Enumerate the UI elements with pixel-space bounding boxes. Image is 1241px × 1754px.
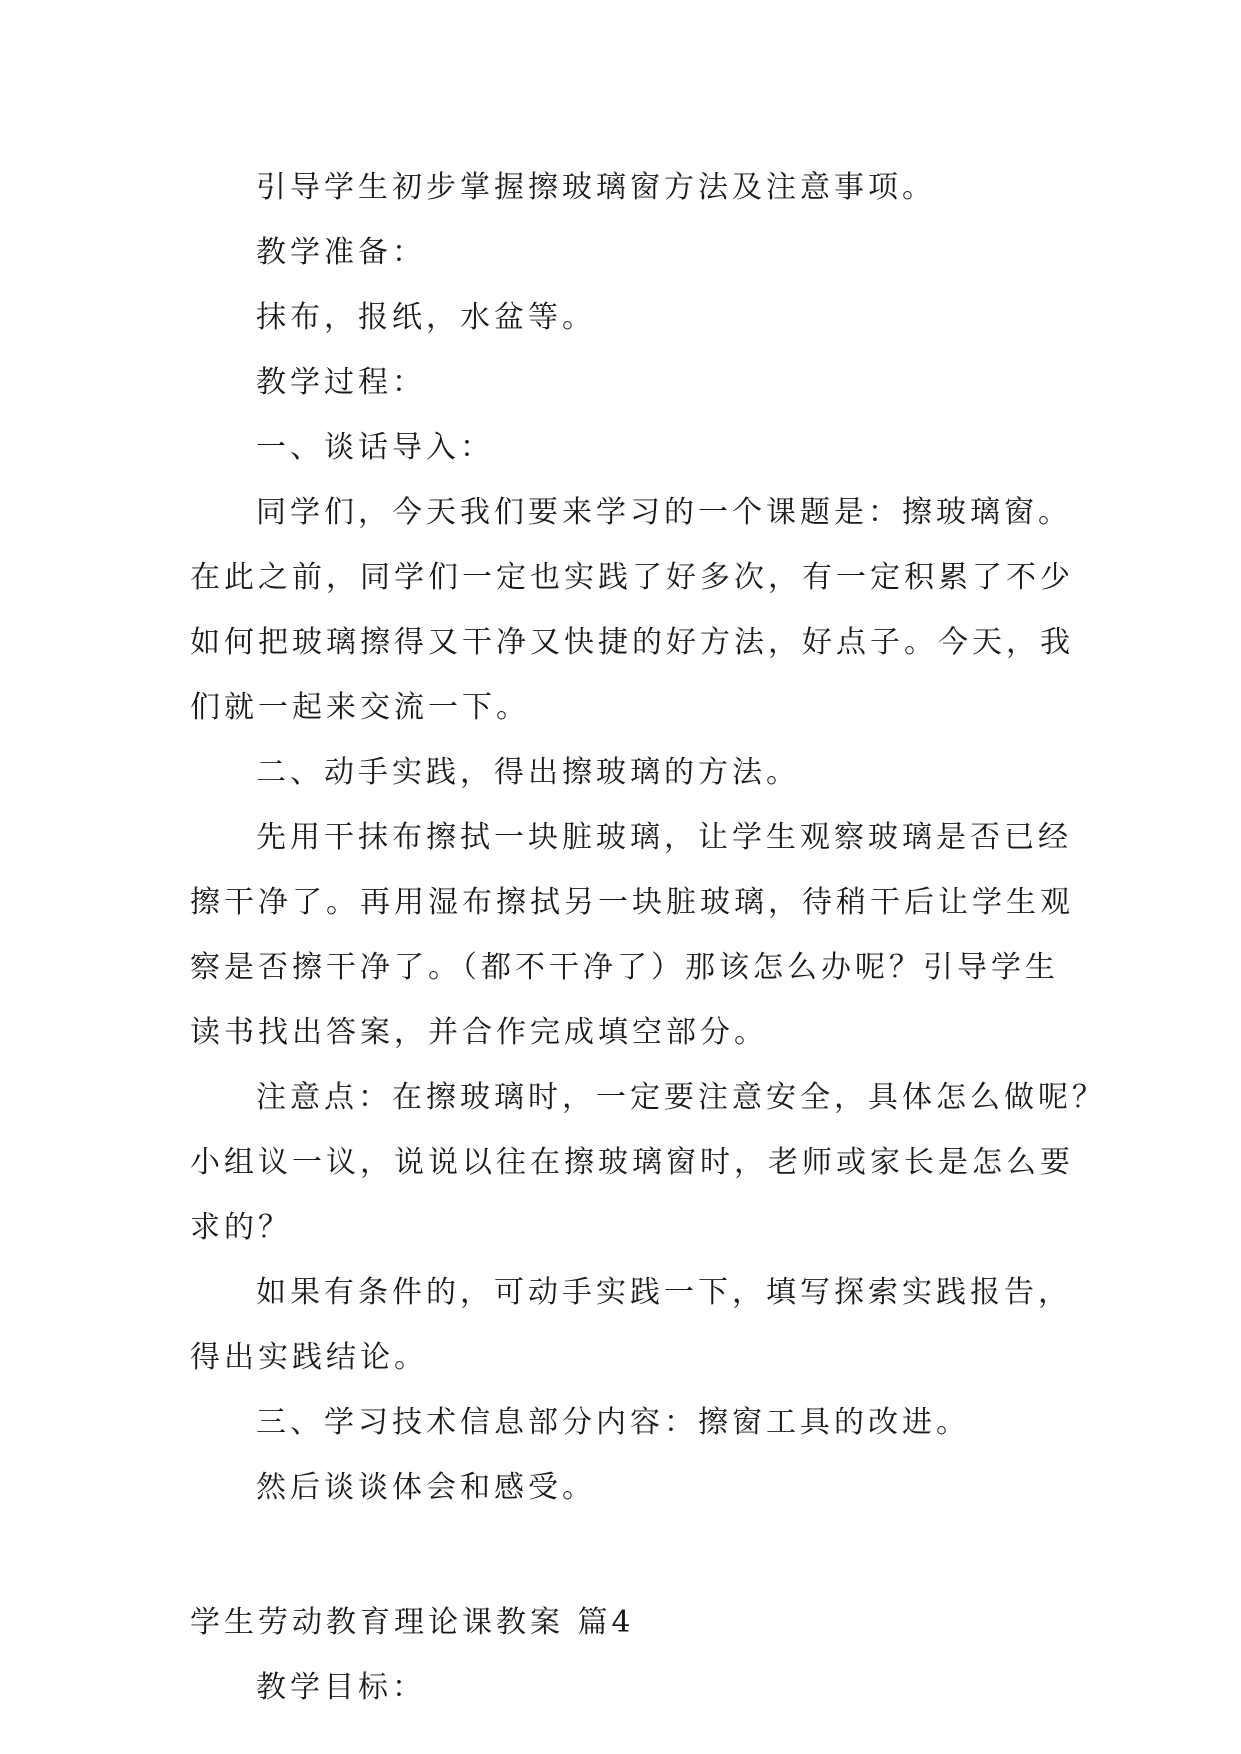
heading-tech-info: 三、学习技术信息部分内容：擦窗工具的改进。 xyxy=(256,1405,970,1440)
paragraph-line: 抹布，报纸，水盆等。 xyxy=(256,300,596,335)
heading-intro: 一、谈话导入： xyxy=(256,430,494,465)
paragraph-line: 在此之前，同学们一定也实践了好多次，有一定积累了不少 xyxy=(190,560,1074,595)
paragraph-line: 引导学生初步掌握擦玻璃窗方法及注意事项。 xyxy=(256,170,936,205)
paragraph-line: 们就一起来交流一下。 xyxy=(190,690,530,725)
paragraph-line: 如何把玻璃擦得又干净又快捷的好方法，好点子。今天，我 xyxy=(190,625,1074,660)
heading-teaching-preparation: 教学准备： xyxy=(256,235,426,270)
paragraph-line: 同学们，今天我们要来学习的一个课题是：擦玻璃窗。 xyxy=(256,495,1072,530)
paragraph-line: 然后谈谈体会和感受。 xyxy=(256,1470,596,1505)
section-title: 学生劳动教育理论课教案 篇4 xyxy=(190,1605,635,1640)
paragraph-line: 注意点：在擦玻璃时，一定要注意安全，具体怎么做呢？ xyxy=(256,1080,1106,1115)
paragraph-line: 读书找出答案，并合作完成填空部分。 xyxy=(190,1015,768,1050)
paragraph-line: 察是否擦干净了。（都不干净了）那该怎么办呢？引导学生 xyxy=(190,950,1059,985)
paragraph-line: 如果有条件的，可动手实践一下，填写探索实践报告， xyxy=(256,1275,1072,1310)
document-page xyxy=(190,155,1106,1720)
paragraph-line: 擦干净了。再用湿布擦拭另一块脏玻璃，待稍干后让学生观 xyxy=(190,885,1074,920)
heading-practice: 二、动手实践，得出擦玻璃的方法。 xyxy=(256,755,800,790)
heading-teaching-process: 教学过程： xyxy=(256,365,426,400)
section-gap xyxy=(190,1520,1070,1590)
paragraph-line: 小组议一议，说说以往在擦玻璃窗时，老师或家长是怎么要 xyxy=(190,1145,1074,1180)
paragraph-line: 得出实践结论。 xyxy=(190,1340,428,1375)
paragraph-line: 先用干抹布擦拭一块脏玻璃，让学生观察玻璃是否已经 xyxy=(256,820,1072,855)
paragraph-line: 求的？ xyxy=(190,1210,292,1245)
heading-teaching-goals: 教学目标： xyxy=(256,1670,426,1705)
